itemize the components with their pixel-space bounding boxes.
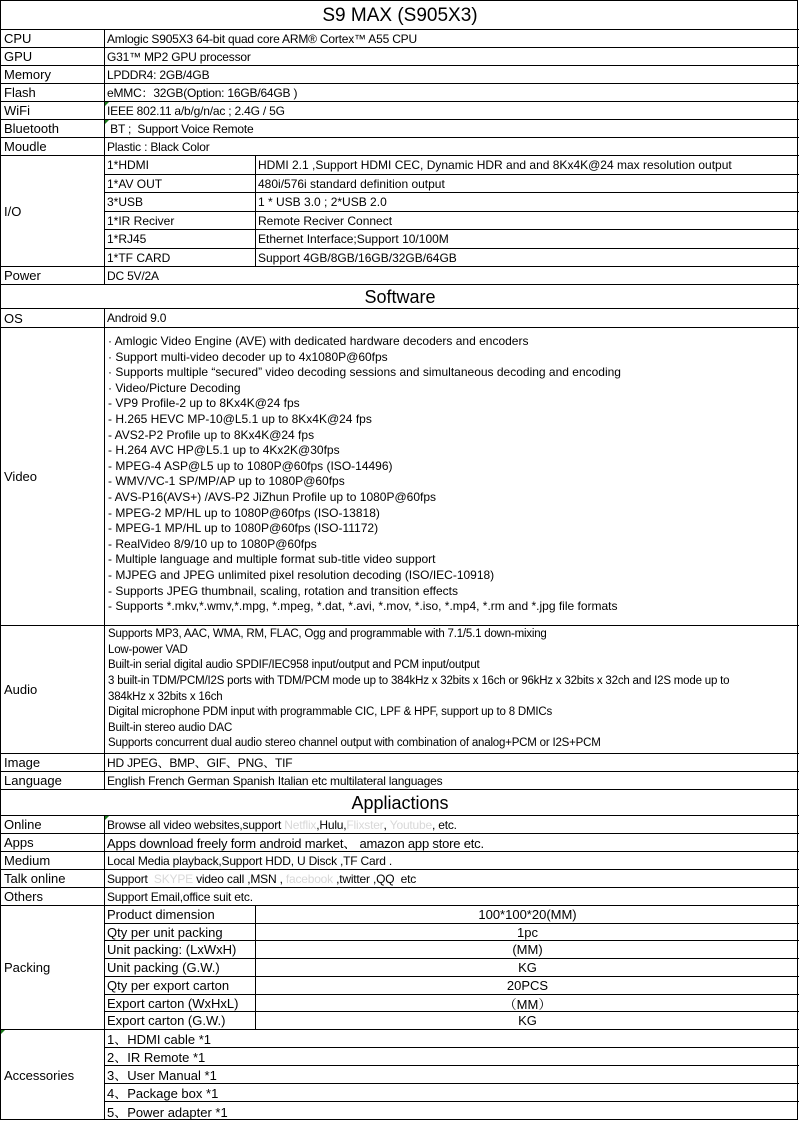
io-desc: 1 * USB 3.0 ; 2*USB 2.0	[258, 195, 387, 209]
accessory-item	[105, 1066, 799, 1084]
spec-row-others	[1, 888, 799, 906]
io-item-rj45	[105, 230, 799, 249]
spec-row-memory	[1, 66, 799, 84]
packing-name: Qty per unit packing	[105, 924, 256, 940]
audio-feature: 3 built-in TDM/PCM/I2S ports with TDM/PCM mode up to 384kHz x 32bits x 16ch or 96kHz x 32bits x 32ch and I2S mode up to	[108, 674, 730, 687]
spec-row-gpu	[1, 48, 799, 66]
text-part: ,	[383, 817, 390, 832]
video-feature-list	[105, 328, 799, 625]
row-label: Moudle	[1, 138, 105, 155]
io-item-ir-reciver	[105, 212, 799, 230]
video-feature: - WMV/VC-1 SP/MP/AP up to 1080P@60fps	[108, 474, 345, 489]
row-value: Amlogic S905X3 64-bit quad core ARM® Cortex™ A55 CPU	[107, 31, 417, 46]
row-label: Audio	[1, 626, 105, 753]
sheet-title: S9 MAX (S905X3)	[1, 1, 799, 30]
video-feature: · Amlogic Video Engine (AVE) with dedicated hardware decoders and encoders	[108, 334, 529, 348]
row-label: Bluetooth	[1, 120, 105, 137]
spec-row-image	[1, 754, 799, 772]
spec-row-apps	[1, 834, 799, 852]
io-port: 1*IR Reciver	[105, 212, 256, 229]
text-part: Support	[107, 871, 154, 886]
packing-name: Qty per export carton	[105, 977, 256, 994]
row-value: eMMC：32GB(Option: 16GB/64GB )	[107, 86, 298, 100]
row-value: G31™ MP2 GPU processor	[107, 49, 251, 64]
text-part: , etc.	[431, 817, 457, 832]
packing-value: 100*100*20(MM)	[478, 907, 577, 922]
spec-row-medium	[1, 852, 799, 870]
audio-feature: Supports MP3, AAC, WMA, RM, FLAC, Ogg and programmable with 7.1/5.1 down-mixing	[108, 628, 547, 641]
spec-row-accessories	[1, 1030, 799, 1120]
video-feature: - Supports JPEG thumbnail, scaling, rotation and transition effects	[108, 583, 458, 598]
text-part: ,Hulu,	[316, 817, 347, 832]
row-label: OS	[1, 309, 105, 327]
io-port: 1*RJ45	[105, 230, 256, 248]
row-label: Medium	[1, 852, 105, 869]
text-part: video call ,MSN ,	[192, 871, 286, 886]
video-feature: - VP9 Profile-2 up to 8Kx4K@24 fps	[108, 396, 300, 411]
obscured-text: Netflix	[284, 817, 317, 832]
io-desc: HDMI 2.1 ,Support HDMI CEC, Dynamic HDR and and 8Kx4K@24 max resolution output	[258, 158, 732, 172]
row-value: DC 5V/2A	[107, 268, 159, 283]
video-feature: - MPEG-2 MP/HL up to 1080P@60fps (ISO-13818)	[108, 505, 380, 520]
io-port: 1*TF CARD	[105, 249, 256, 266]
row-label: Flash	[1, 84, 105, 101]
packing-item	[105, 906, 799, 924]
packing-name: Unit packing (G.W.)	[105, 959, 256, 976]
row-value: LPDDR4: 2GB/4GB	[107, 67, 210, 82]
packing-name: Export carton (G.W.)	[105, 1012, 256, 1029]
text-part: Browse all video websites,support	[107, 817, 285, 832]
video-feature: - H.264 AVC HP@L5.1 up to 4Kx2K@30fps	[108, 443, 340, 458]
packing-name: Product dimension	[105, 906, 256, 923]
accessory-text: 4、Package box *1	[107, 1086, 219, 1101]
row-value: Android 9.0	[107, 311, 167, 325]
accessory-item	[105, 1084, 799, 1102]
io-item-tf-card	[105, 249, 799, 266]
row-value: Local Media playback,Support HDD, U Disck ,TF Card .	[107, 853, 393, 868]
packing-value: KG	[518, 960, 537, 975]
spec-row-online	[1, 816, 799, 834]
row-label: I/O	[1, 156, 105, 266]
row-value: IEEE 802.11 a/b/g/n/ac ; 2.4G / 5G	[107, 103, 285, 118]
row-label: Apps	[1, 834, 105, 851]
audio-feature: Low-power VAD	[108, 643, 188, 656]
row-value: Apps download freely form android market、 amazon app store etc.	[107, 836, 484, 851]
row-value: HD JPEG、BMP、GIF、PNG、TIF	[107, 756, 293, 770]
video-feature: - MJPEG and JPEG unlimited pixel resolution decoding (ISO/IEC-10918)	[108, 567, 495, 582]
spec-row-talk-online	[1, 870, 799, 888]
packing-value: (MM)	[512, 942, 543, 957]
video-feature: · Support multi-video decoder up to 4x1080P@60fps	[108, 349, 388, 364]
spec-row-moudle	[1, 138, 799, 156]
video-feature: - MPEG-4 ASP@L5 up to 1080P@60fps (ISO-14496)	[108, 458, 393, 473]
row-label: GPU	[1, 48, 105, 65]
io-port: 1*HDMI	[105, 156, 256, 174]
io-item-av-out	[105, 175, 799, 193]
row-value: BT ; Support Voice Remote	[107, 121, 254, 136]
obscured-text: Flixster	[346, 817, 384, 832]
row-label: Memory	[1, 66, 105, 83]
accessory-text: 2、IR Remote *1	[107, 1050, 206, 1065]
spec-row-os	[1, 309, 799, 328]
cell-comment-marker	[1, 1030, 5, 1034]
video-feature: - MPEG-1 MP/HL up to 1080P@60fps (ISO-11172)	[108, 521, 379, 536]
packing-name: Unit packing: (LxWxH)	[105, 941, 256, 958]
obscured-text: SKYPE	[153, 871, 193, 886]
packing-value: KG	[518, 1013, 537, 1028]
io-desc: Ethernet Interface;Support 10/100M	[258, 232, 449, 246]
packing-value: 1pc	[517, 924, 538, 940]
audio-feature: Digital microphone PDM input with programmable CIC, LPF & HPF, support up to 8 DMICs	[108, 706, 553, 719]
spec-row-wifi	[1, 102, 799, 120]
audio-feature: 384kHz x 32bits x 16ch	[108, 690, 223, 703]
io-desc: Remote Reciver Connect	[258, 213, 393, 228]
packing-item	[105, 1012, 799, 1029]
video-feature: - Multiple language and multiple format sub-title video support	[108, 552, 436, 567]
accessory-text: 5、Power adapter *1	[107, 1104, 228, 1120]
row-label: Video	[1, 328, 105, 625]
spec-row-power	[1, 267, 799, 285]
accessory-item	[105, 1048, 799, 1066]
video-feature: - AVS2-P2 Profile up to 8Kx4K@24 fps	[108, 427, 315, 442]
audio-feature: Built-in serial digital audio SPDIF/IEC958 input/output and PCM input/output	[108, 659, 480, 672]
row-label: Talk online	[1, 870, 105, 887]
accessory-item	[105, 1030, 799, 1048]
row-label: Language	[1, 772, 105, 789]
io-item-usb	[105, 193, 799, 212]
audio-feature: Built-in stereo audio DAC	[108, 721, 233, 734]
section-header-applications: Appliactions	[1, 790, 799, 816]
spec-row-io	[1, 156, 799, 267]
audio-feature: Supports concurrent dual audio stereo channel output with combination of analog+PCM or I2S+PCM	[108, 737, 601, 750]
section-header-software: Software	[1, 285, 799, 309]
row-label: Image	[1, 754, 105, 771]
packing-item	[105, 995, 799, 1012]
obscured-text: facebook	[285, 871, 333, 886]
row-value: Plastic : Black Color	[107, 139, 210, 154]
packing-item	[105, 941, 799, 959]
packing-value: 20PCS	[506, 978, 549, 993]
row-value: English French German Spanish Italian etc multilateral languages	[107, 773, 443, 788]
spec-row-video	[1, 328, 799, 626]
row-label: Packing	[1, 906, 105, 1029]
packing-item	[105, 959, 799, 977]
row-label: Others	[1, 888, 105, 905]
row-value	[105, 816, 799, 833]
text-part: ,twitter ,QQ etc	[332, 871, 417, 886]
spec-row-packing	[1, 906, 799, 1030]
row-label: Power	[1, 267, 105, 284]
video-feature: - Supports *.mkv,*.wmv,*.mpg, *.mpeg, *.dat, *.avi, *.mov, *.iso, *.mp4, *.rm and *.jpg file formats	[108, 599, 618, 614]
row-label: Online	[1, 816, 105, 833]
row-label: WiFi	[1, 102, 105, 119]
io-port: 1*AV OUT	[105, 175, 256, 192]
packing-value: （MM）	[503, 996, 552, 1011]
cell-comment-marker	[105, 816, 109, 820]
packing-item	[105, 977, 799, 995]
io-port: 3*USB	[105, 193, 256, 211]
row-label: Accessories	[1, 1030, 105, 1120]
packing-item	[105, 924, 799, 941]
spec-row-cpu	[1, 30, 799, 48]
video-feature: - AVS-P16(AVS+) /AVS-P2 JiZhun Profile up to 1080P@60fps	[108, 489, 437, 504]
video-feature: - RealVideo 8/9/10 up to 1080P@60fps	[108, 536, 317, 551]
video-feature: - H.265 HEVC MP-10@L5.1 up to 8Kx4K@24 fps	[108, 411, 372, 426]
audio-feature-list	[105, 626, 799, 753]
io-desc: Support 4GB/8GB/16GB/32GB/64GB	[258, 250, 457, 265]
io-item-hdmi	[105, 156, 799, 175]
accessory-text: 3、User Manual *1	[107, 1068, 217, 1083]
accessory-text: 1、HDMI cable *1	[107, 1032, 212, 1047]
cell-comment-marker	[105, 120, 109, 124]
cell-comment-marker	[105, 102, 109, 106]
video-feature: · Video/Picture Decoding	[108, 380, 241, 395]
packing-name: Export carton (WxHxL)	[105, 995, 256, 1011]
row-value	[105, 870, 799, 887]
spec-row-bluetooth	[1, 120, 799, 138]
row-label: CPU	[1, 30, 105, 47]
spec-row-flash	[1, 84, 799, 102]
spec-row-language	[1, 772, 799, 790]
row-value: Support Email,office suit etc.	[107, 889, 253, 904]
accessory-item	[105, 1102, 799, 1120]
io-desc: 480i/576i standard definition output	[258, 176, 445, 191]
obscured-text: Youtube	[389, 817, 432, 832]
video-feature: · Supports multiple “secured” video decoding sessions and simultaneous decoding and encoding	[108, 365, 621, 380]
spec-row-audio	[1, 626, 799, 754]
